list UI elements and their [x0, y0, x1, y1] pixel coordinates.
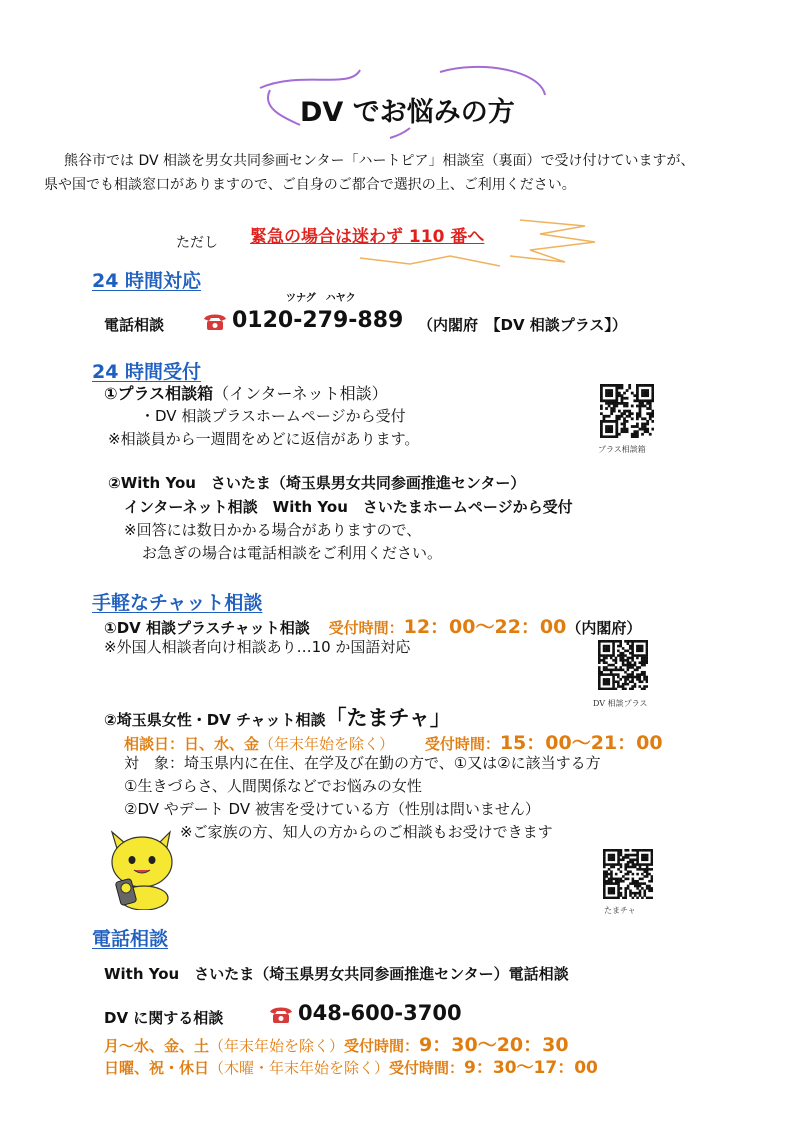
- chat-plus-row: [104, 612, 641, 639]
- tamacha-target: 対 象：埼玉県内に在住、在学及び在勤の方で、①又は②に該当する方: [124, 754, 601, 772]
- plus-box-line-2: ・DV 相談プラスホームページから受付: [140, 407, 406, 425]
- tamacha-name: 「たまチャ」: [325, 706, 451, 730]
- qr-caption-tamacha: たまチャ: [604, 906, 636, 915]
- phone-icon: [202, 313, 228, 331]
- page-title: DV でお悩みの方: [300, 97, 515, 128]
- qr-code-tamacha[interactable]: [603, 849, 653, 899]
- phone-hours-1-label: 受付時間：: [344, 1037, 420, 1055]
- tamacha-hours-label: 受付時間：: [424, 735, 500, 753]
- tamacha-condition-2: ②DV やデート DV 被害を受けている方（性別は問いません）: [124, 800, 540, 818]
- withyou-phone-org: With You さいたま（埼玉県男女共同参画推進センター）電話相談: [104, 965, 569, 983]
- emergency-prefix: ただし: [176, 235, 218, 251]
- phone-hours-2-days: 日曜、祝・休日: [104, 1059, 210, 1077]
- section-heading-chat: 手軽なチャット相談: [92, 592, 263, 614]
- chat-plus-title: ①DV 相談プラスチャット相談: [104, 619, 310, 637]
- withyou-title: ②With You さいたま（埼玉県男女共同参画推進センター）: [108, 474, 526, 492]
- plus-box-note: ※相談員から一週間をめどに返信があります。: [108, 430, 420, 448]
- intro-line-1: 熊谷市では DV 相談を男女共同参画センター「ハートピア」相談室（裏面）で受け付けていますが、: [64, 153, 695, 169]
- phone-hours-1-days: 月～水、金、土: [104, 1037, 210, 1055]
- phone-number-dv-plus: 0120-279-889: [232, 308, 404, 333]
- phone-hours-1-time: 9：30～20：30: [419, 1034, 569, 1056]
- phone-hours-1-note: （年末年始を除く）: [209, 1037, 345, 1055]
- phone-hours-row-2: [104, 1053, 598, 1078]
- chat-plus-hours: 12：00～22：00: [403, 616, 567, 638]
- emergency-message: 緊急の場合は迷わず 110 番へ: [250, 227, 485, 247]
- dv-phone-label: DV に関する相談: [104, 1009, 224, 1027]
- plus-box-title-suffix: （インターネット相談）: [213, 384, 388, 403]
- tamacha-title: ②埼玉県女性・DV チャット相談: [104, 711, 326, 729]
- phone-consult-label: 電話相談: [104, 316, 165, 334]
- phone-hours-2-note: （木曜・年末年始を除く）: [209, 1059, 390, 1077]
- tamacha-mascot-illustration: [104, 826, 184, 910]
- tamacha-days-note: （年末年始を除く）: [259, 735, 395, 753]
- tamacha-condition-1: ①生きづらさ、人間関係などでお悩みの女性: [124, 777, 422, 795]
- section-heading-phone: 電話相談: [92, 928, 169, 950]
- tamacha-days-row: [124, 728, 663, 755]
- section-heading-24h-reception: 24 時間受付: [92, 361, 202, 383]
- qr-caption-dv-plus: DV 相談プラス: [593, 699, 648, 708]
- plus-box-title-row: [104, 381, 388, 404]
- chat-plus-hours-label: 受付時間：: [328, 619, 404, 637]
- phone-hours-2-label: 受付時間：: [389, 1059, 465, 1077]
- phone-icon: [268, 1006, 294, 1024]
- withyou-internet-line: インターネット相談 With You さいたまホームページから受付: [124, 498, 573, 516]
- phone-ruby: ツナグ ハヤク: [286, 293, 356, 304]
- tamacha-note: ※ご家族の方、知人の方からのご相談もお受けできます: [180, 823, 553, 841]
- phone-hours-2-time: 9：30～17：00: [464, 1058, 598, 1078]
- tamacha-hours: 15：00～21：00: [499, 732, 663, 754]
- phone-org-dv-plus: （内閣府 【DV 相談プラス】）: [418, 316, 627, 334]
- section-heading-24h-support: 24 時間対応: [92, 270, 202, 292]
- withyou-note-1: ※回答には数日かかる場合がありますので、: [124, 521, 422, 539]
- chat-plus-org: （内閣府）: [566, 619, 642, 637]
- chat-plus-note: ※外国人相談者向け相談あり…10 か国語対応: [104, 638, 411, 656]
- withyou-note-2: お急ぎの場合は電話相談をご利用ください。: [142, 544, 443, 562]
- plus-box-title: ①プラス相談箱: [104, 384, 214, 403]
- tamacha-days: 相談日：日、水、金: [124, 735, 260, 753]
- phone-number-withyou: 048-600-3700: [298, 1001, 462, 1025]
- qr-caption-plus-box: プラス相談箱: [598, 445, 646, 454]
- qr-code-plus-box[interactable]: [600, 384, 654, 438]
- qr-code-dv-plus[interactable]: [598, 640, 648, 690]
- intro-line-2: 県や国でも相談窓口がありますので、ご自身のご都合で選択の上、ご利用ください。: [44, 177, 576, 193]
